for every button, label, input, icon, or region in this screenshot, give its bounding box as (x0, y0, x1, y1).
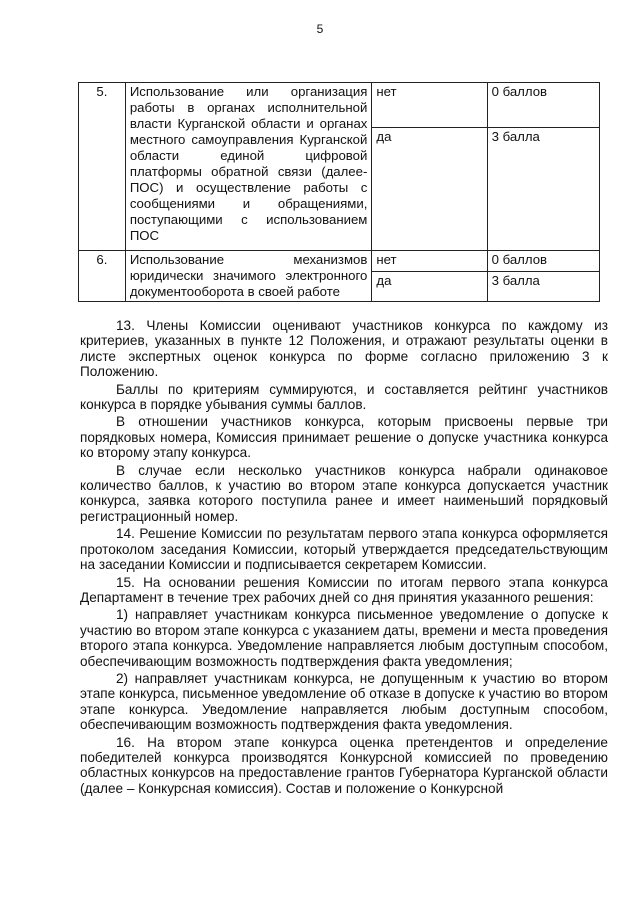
page-number: 5 (316, 22, 324, 36)
score-cell: 0 баллов (487, 83, 599, 128)
row-number: 5. (79, 83, 126, 251)
paragraph-13: 13. Члены Комиссии оценивают участников конкурса по каждому из критериев, указанных в пункте 12 Положения, и отражают результаты оценки в листе экспертных оценок конкурса по форме согласно приложению 3 к Положению. (80, 318, 608, 380)
paragraph-tie-break: В случае если несколько участников конкурса набрали одинаковое количество баллов, к участию во втором этапе конкурса допускается участник конкурса, заявка которого поступила ранее и имеет наименьший порядковый регистрационный номер. (80, 462, 608, 524)
paragraph-15-item-2: 2) направляет участникам конкурса, не допущенным к участию во втором этапе конкурса, письменное уведомление об отказе в допуске к участию во втором этапе конкурса. Уведомление направляется любым доступным способом, обеспечивающим возможность подтверждения факта уведомления. (80, 670, 608, 733)
score-cell: 0 баллов (487, 251, 599, 272)
paragraph-15-item-1: 1) направляет участникам конкурса письменное уведомление о допуске к участию во втором этапе конкурса с указанием даты, времени и места проведения второго этапа конкурса. Уведомление направляется любым доступным способом, обеспечивающим возможность подтверждения факта уведомления; (80, 607, 608, 669)
answer-cell: да (372, 272, 487, 302)
answer-cell: нет (372, 251, 487, 272)
paragraph-top-three: В отношении участников конкурса, которым присвоены первые три порядковых номера, Комиссия принимает решение о допуске участника конкурса ко второму этапу конкурса. (80, 414, 608, 461)
paragraph-15: 15. На основании решения Комиссии по итогам первого этапа конкурса Департамент в течение трех рабочих дней со дня принятия указанного решения: (80, 574, 608, 605)
paragraph-16: 16. На втором этапе конкурса оценка претендентов и определение победителей конкурса производятся Конкурсной комиссией по проведению областных конкурсов на предоставление грантов Губернатора Курганской области (далее – Конкурсная комиссия). Состав и положение о Конкурсной (80, 734, 608, 796)
score-cell: 3 балла (487, 272, 599, 302)
criterion-text: Использование механизмов юридически значимого электронного документооборота в своей работе (125, 251, 372, 302)
criterion-text: Использование или организация работы в органах исполнительной власти Курганской области и органах местного самоуправления Курганской области единой цифровой платформы обратной связи (далее-ПОС) и осуществление работы с сообщениями и обращениями, поступающими с использованием ПОС (125, 83, 372, 251)
answer-cell: да (372, 128, 487, 251)
score-cell: 3 балла (487, 128, 599, 251)
answer-cell: нет (372, 83, 487, 128)
row-number: 6. (79, 251, 126, 302)
table-row (79, 251, 600, 272)
paragraph-scores-sum: Баллы по критериям суммируются, и составляется рейтинг участников конкурса в порядке убывания суммы баллов. (80, 381, 608, 413)
criteria-table (78, 82, 600, 302)
document-body (80, 318, 608, 798)
table-row (79, 83, 600, 128)
paragraph-14: 14. Решение Комиссии по результатам первого этапа конкурса оформляется протоколом заседания Комиссии, который утверждается председательствующим на заседании Комиссии и подписывается секретарем Комиссии. (80, 526, 608, 573)
